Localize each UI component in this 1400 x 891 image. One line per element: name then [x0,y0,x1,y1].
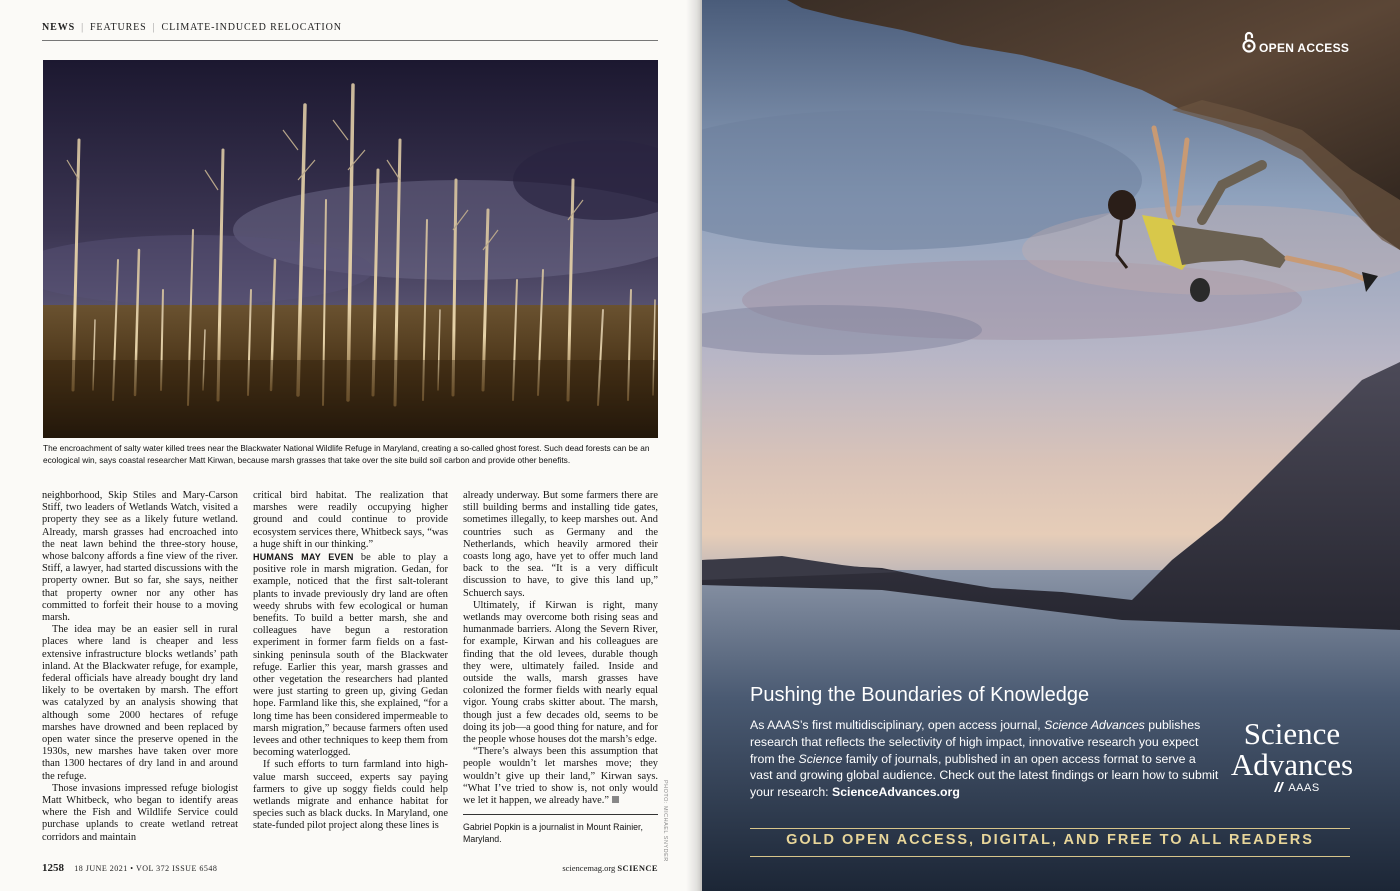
issue-info: 18 JUNE 2021 • VOL 372 ISSUE 6548 [74,864,218,873]
ad-body [750,717,1220,801]
photo-credit: PHOTO: MICHAEL SNYDER [662,780,668,862]
ad-heading: Pushing the Boundaries of Knowledge [750,684,1090,706]
ad-website-link[interactable]: ScienceAdvances.org [832,785,960,800]
paragraph: If such efforts to turn farmland into high-value marsh succeed, experts say paying farmers to give up soggy fields could help wetlands migrate and enhance habitat for species such as black ducks. In Maryland, one state-funded pilot project along these lines is [253,759,448,832]
ad-tagline: GOLD OPEN ACCESS, DIGITAL, AND FREE TO ALL READERS [786,832,1314,848]
topic-label: CLIMATE-INDUCED RELOCATION [161,22,342,33]
author-bio: Gabriel Popkin is a journalist in Mount Rainier, Maryland. [463,814,658,845]
paragraph: The idea may be an easier sell in rural places where land is cheaper and less extensive infrastructure blocks wetlands’ path inland. At the Blackwater refuge, for example, federal officials have already bought dry land likely to be overtaken by marsh. The effort was catalyzed by an analysis showing that although some 2000 hectares of refuge marshes have drowned and been replaced by open water since the preserve opened in the 1930s, new marshes have taken over more than 1300 hectares of dry land in and around the refuge. [42,624,238,782]
advertisement-page [702,0,1400,891]
science-advances-logo [1222,718,1362,794]
article-column-2 [253,490,448,833]
ad-body-text: As AAAS’s first multidisciplinary, open access journal, [750,718,1045,732]
section-break-paragraph [253,551,448,759]
paragraph: critical bird habitat. The realization that marshes were readily occupying higher ground and could continue to provide ecosystem services there, Whitbeck says, “was a huge shift in our thinking.” [253,490,448,550]
logo-line-2: Advances [1230,747,1354,782]
footer-site [562,863,658,873]
paragraph-text: be able to play a positive role in marsh migration. Gedan, for example, noticed that the first salt-tolerant plants to invade previously dry land are often weedy shrubs with few ecological or human benefits. To build a better marsh, she and colleagues have begun a restoration experiment in former farm fields on a fast-sinking peninsula south of the Blackwater refuge. Earlier this year, marsh grasses and other vegetation the researchers had planted were just starting to green up, giving Gedan hope. Farmland like this, she explained, “for a long time has been considered impermeable to marsh migration,” because farmers often used levees and other techniques to keep them from becoming waterlogged. [253,552,448,759]
ad-body-text: family of journals, published in an open access format to serve a vast and growing global audience. Check out the latest findings or learn how to submit your research: [750,751,1219,800]
paragraph: neighborhood, Skip Stiles and Mary-Carson Stiff, two leaders of Wetlands Watch, visited a property they see as a likely future wetland. Already, marsh grasses had encroached into the neat lawn behind the three-story house, whose balcony affords a fine view of the river. Stiff, a lawyer, had started discussions with the property owner. But so far, she says, neither that property owner nor any other has committed to forfeit their house to a moving marsh. [42,490,238,624]
ghost-forest-photo [43,60,658,438]
site-url: sciencemag.org [562,863,616,873]
end-mark-icon [612,796,619,803]
ad-body-text: publishes research that reflects the selectivity of high impact, innovative research you expect from the [750,718,1201,766]
journal-name: SCIENCE [617,863,658,873]
open-access-lock-icon [1242,30,1256,54]
logo-line-1: Science [1243,716,1341,751]
subsection-label: FEATURES [89,22,147,33]
closing-paragraph [463,746,658,807]
photo-caption: The encroachment of salty water killed trees near the Blackwater National Wildlife Refuge in Maryland, creating a so-called ghost forest. Such dead forests can be an ecological win, says coastal researcher Matt Kirwan, because marsh grasses that take over the site build soil carbon and provide other benefits. [43,443,650,465]
ad-rule-top [750,828,1350,829]
section-label: NEWS [42,22,76,33]
page-footer [42,862,658,876]
paragraph: already underway. But some farmers there are still building berms and installing tide gates, sometimes illegally, to keep marshes out. And countries such as Germany and the Netherlands, which heavily armored their coasts long ago, have yet to offer much land back to the sea. “It is a very difficult discussion to have, to give this land up,” Schuerch says. [463,490,658,599]
aaas-label: AAAS [1288,782,1320,794]
ad-rule-bottom [750,856,1350,857]
open-access-badge [1242,30,1372,54]
open-access-label: OPEN ACCESS [1259,41,1350,55]
aaas-mark [1232,782,1362,794]
page-number: 1258 [42,862,64,874]
article-column-1 [42,490,238,844]
ad-journal-name: Science Advances [1044,718,1145,732]
paragraph-text: “There’s always been this assumption that people wouldn’t let marshes move; they wouldn’t give up their land,” Kirwan says. “What I’ve tried to show is, not only would we let it happen, we already have.” [463,746,658,807]
running-head: NEWS | FEATURES | CLIMATE-INDUCED RELOCATION [42,22,658,41]
paragraph: Ultimately, if Kirwan is right, many wetlands may overcome both rising seas and humanmade barriers. Along the Severn River, for example, Kirwan and his colleagues are finding that the old levees, durable though they were, ultimately failed. Inside and outside the walls, marsh grasses have colonized the former fields with nearly equal vigor. Young crabs skitter about. The marsh, though just a few decades old, seems to be doing its job—a good thing for nature, and for the people whose houses dot the marsh’s edge. [463,599,658,746]
ad-family-name: Science [798,751,843,766]
article-column-3 [463,490,658,845]
aaas-icon [1274,782,1286,792]
paragraph: Those invasions impressed refuge biologist Matt Whitbeck, who began to identify areas where the Fish and Wildlife Service could purchase uplands to create wetland retreat corridors and maintain [42,782,238,843]
lead-in: HUMANS MAY EVEN [253,552,354,563]
